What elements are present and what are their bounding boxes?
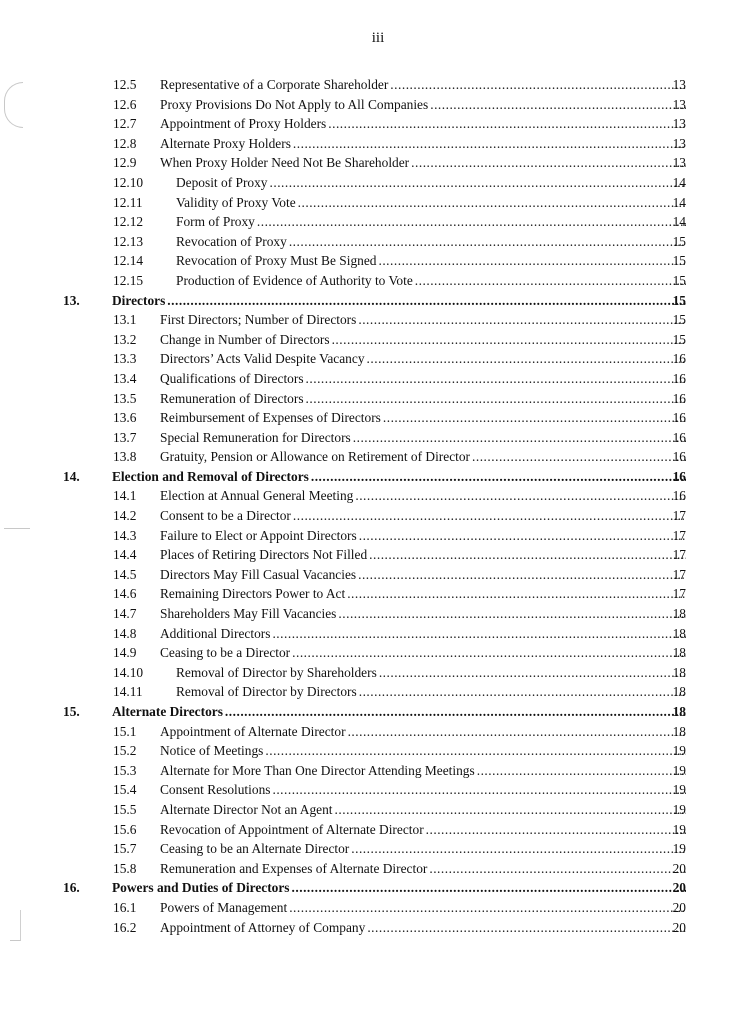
toc-entry xyxy=(0,95,756,115)
toc-entry-title: Special Remuneration for Directors xyxy=(160,429,351,445)
toc-entry xyxy=(0,193,756,213)
toc-entry-title: Additional Directors xyxy=(160,625,271,641)
toc-entry xyxy=(0,526,756,546)
toc-entry-title-line xyxy=(176,232,688,252)
toc-entry-title-line xyxy=(176,663,688,683)
dot-leader xyxy=(358,565,686,585)
toc-entry-page: 16 xyxy=(672,390,686,406)
toc-entry-number: 12.13 xyxy=(113,233,144,249)
toc-entry-title-line xyxy=(176,212,688,232)
dot-leader xyxy=(289,232,686,252)
toc-entry-page: 15 xyxy=(672,292,686,308)
toc-entry xyxy=(0,898,756,918)
toc-entry-title-line xyxy=(160,369,688,389)
toc-entry-number: 12.10 xyxy=(113,174,144,190)
toc-entry-page: 15 xyxy=(672,253,686,269)
toc-entry xyxy=(0,271,756,291)
toc-entry-number: 14.8 xyxy=(113,625,137,641)
toc-entry xyxy=(0,506,756,526)
toc-entry-title-line xyxy=(160,330,688,350)
toc-entry-number: 15.7 xyxy=(113,841,137,857)
toc-entry xyxy=(0,153,756,173)
dot-leader xyxy=(306,389,686,409)
toc-entry-title-line xyxy=(160,349,688,369)
toc-entry-title-line xyxy=(176,173,688,193)
toc-entry-page: 16 xyxy=(672,488,686,504)
toc-entry xyxy=(0,330,756,350)
dot-leader xyxy=(429,859,686,879)
toc-entry-number: 13.1 xyxy=(113,312,137,328)
dot-leader xyxy=(265,741,686,761)
dot-leader xyxy=(298,193,686,213)
toc-entry-title-line xyxy=(112,878,688,898)
toc-entry-title-line xyxy=(160,153,688,173)
toc-entry-page: 17 xyxy=(672,527,686,543)
dot-leader xyxy=(472,447,686,467)
toc-entry-page: 16 xyxy=(672,468,686,484)
toc-entry-page: 18 xyxy=(672,625,686,641)
toc-entry-number: 15.3 xyxy=(113,762,137,778)
toc-entry-number: 14.2 xyxy=(113,508,137,524)
toc-entry-page: 16 xyxy=(672,429,686,445)
toc-entry-title: Proxy Provisions Do Not Apply to All Companies xyxy=(160,96,429,112)
toc-entry-title-line xyxy=(160,859,688,879)
toc-entry-number: 14.10 xyxy=(113,664,144,680)
toc-entry-title: Powers and Duties of Directors xyxy=(112,880,290,896)
toc-entry xyxy=(0,761,756,781)
toc-entry-title: Change in Number of Directors xyxy=(160,331,330,347)
toc-entry-number: 14.9 xyxy=(113,645,137,661)
toc-entry-title: Production of Evidence of Authority to Vote xyxy=(176,272,413,288)
toc-entry-number: 15.2 xyxy=(113,743,137,759)
toc-entry-page: 17 xyxy=(672,547,686,563)
toc-entry-title-line xyxy=(112,291,688,311)
toc-entry-title-line xyxy=(160,428,688,448)
toc-entry xyxy=(0,643,756,663)
toc-section-heading xyxy=(0,291,756,311)
toc-entry-number: 14.1 xyxy=(113,488,137,504)
toc-entry-title-line xyxy=(160,604,688,624)
toc-entry-title: Qualifications of Directors xyxy=(160,370,304,386)
dot-leader xyxy=(353,428,686,448)
toc-entry-title-line xyxy=(160,95,688,115)
toc-entry-number: 14.3 xyxy=(113,527,137,543)
toc-entry-title: Revocation of Proxy xyxy=(176,233,287,249)
toc-entry xyxy=(0,584,756,604)
toc-entry-title-line xyxy=(160,486,688,506)
toc-entry xyxy=(0,349,756,369)
toc-entry-title-line xyxy=(160,389,688,409)
toc-entry-title: Consent to be a Director xyxy=(160,508,291,524)
toc-entry-page: 18 xyxy=(672,723,686,739)
toc-entry xyxy=(0,624,756,644)
toc-entry xyxy=(0,310,756,330)
toc-entry-page: 20 xyxy=(672,899,686,915)
toc-entry xyxy=(0,604,756,624)
toc-entry xyxy=(0,545,756,565)
toc-entry-page: 14 xyxy=(672,194,686,210)
toc-entry-title-line xyxy=(160,565,688,585)
dot-leader xyxy=(379,663,686,683)
dot-leader xyxy=(335,800,686,820)
dot-leader xyxy=(332,330,686,350)
toc-entry-number: 16.1 xyxy=(113,899,137,915)
toc-entry-number: 12.6 xyxy=(113,96,137,112)
toc-entry-page: 13 xyxy=(672,96,686,112)
toc-entry-title-line xyxy=(160,310,688,330)
toc-entry xyxy=(0,251,756,271)
toc-entry-title: Places of Retiring Directors Not Filled xyxy=(160,547,368,563)
toc-entry-title-line xyxy=(160,643,688,663)
toc-entry-title: Appointment of Alternate Director xyxy=(160,723,346,739)
toc-entry-page: 14 xyxy=(672,174,686,190)
toc-entry-title-line xyxy=(160,545,688,565)
dot-leader xyxy=(411,153,686,173)
toc-entry-title-line xyxy=(160,722,688,742)
toc-entry-title: Revocation of Proxy Must Be Signed xyxy=(176,253,377,269)
toc-entry-page: 18 xyxy=(672,664,686,680)
toc-entry-title: Appointment of Attorney of Company xyxy=(160,919,366,935)
toc-entry-number: 13.3 xyxy=(113,351,137,367)
dot-leader xyxy=(367,349,686,369)
toc-entry xyxy=(0,232,756,252)
toc-section-heading xyxy=(0,702,756,722)
toc-entry-title-line xyxy=(160,820,688,840)
toc-entry-page: 15 xyxy=(672,331,686,347)
toc-entry xyxy=(0,369,756,389)
dot-leader xyxy=(359,682,686,702)
toc-entry xyxy=(0,75,756,95)
toc-entry-title: Shareholders May Fill Vacancies xyxy=(160,606,337,622)
toc-entry xyxy=(0,173,756,193)
toc-entry-number: 12.15 xyxy=(113,272,144,288)
toc-entry xyxy=(0,212,756,232)
dot-leader xyxy=(390,75,686,95)
toc-entry-title-line xyxy=(160,918,688,938)
table-of-contents xyxy=(0,75,756,937)
toc-entry-number: 15.8 xyxy=(113,860,137,876)
toc-entry-page: 20 xyxy=(672,860,686,876)
toc-entry-title: Alternate for More Than One Director Attending Meetings xyxy=(160,762,475,778)
toc-entry-page: 16 xyxy=(672,449,686,465)
toc-entry-title-line xyxy=(160,584,688,604)
dot-leader xyxy=(358,310,686,330)
toc-entry-number: 13.2 xyxy=(113,331,137,347)
toc-entry-title: Removal of Director by Shareholders xyxy=(176,664,377,680)
toc-entry-title: Failure to Elect or Appoint Directors xyxy=(160,527,357,543)
toc-entry-page: 13 xyxy=(672,116,686,132)
dot-leader xyxy=(415,271,686,291)
toc-entry-title: Directors May Fill Casual Vacancies xyxy=(160,566,357,582)
dot-leader xyxy=(292,878,686,898)
dot-leader xyxy=(293,506,686,526)
toc-entry-number: 13.7 xyxy=(113,429,137,445)
toc-entry-title-line xyxy=(176,193,688,213)
toc-entry-page: 17 xyxy=(672,566,686,582)
dot-leader xyxy=(347,584,686,604)
dot-leader xyxy=(430,95,686,115)
toc-entry-title: Ceasing to be a Director xyxy=(160,645,291,661)
dot-leader xyxy=(477,761,686,781)
toc-entry xyxy=(0,428,756,448)
toc-entry xyxy=(0,800,756,820)
dot-leader xyxy=(270,173,687,193)
toc-entry-number: 15.6 xyxy=(113,821,137,837)
toc-entry xyxy=(0,682,756,702)
toc-entry-number: 14.6 xyxy=(113,586,137,602)
toc-entry-title-line xyxy=(160,898,688,918)
toc-entry-title-line xyxy=(160,741,688,761)
toc-entry-title: Directors xyxy=(112,292,166,308)
toc-entry-title: Consent Resolutions xyxy=(160,782,271,798)
toc-entry xyxy=(0,486,756,506)
toc-entry xyxy=(0,820,756,840)
toc-entry-page: 17 xyxy=(672,586,686,602)
dot-leader xyxy=(338,604,686,624)
toc-entry-title: Removal of Director by Directors xyxy=(176,684,357,700)
toc-entry xyxy=(0,114,756,134)
toc-entry-page: 19 xyxy=(672,762,686,778)
toc-entry-title-line xyxy=(160,134,688,154)
toc-entry-number: 12.9 xyxy=(113,155,137,171)
toc-entry-number: 12.11 xyxy=(113,194,143,210)
toc-entry-title: Ceasing to be an Alternate Director xyxy=(160,841,350,857)
toc-entry-number: 12.8 xyxy=(113,135,137,151)
toc-entry-title: Form of Proxy xyxy=(176,214,255,230)
toc-entry-page: 19 xyxy=(672,821,686,837)
toc-entry-title-line xyxy=(160,75,688,95)
toc-entry-title-line xyxy=(160,839,688,859)
dot-leader xyxy=(257,212,686,232)
toc-entry-title-line xyxy=(176,251,688,271)
toc-entry-title-line xyxy=(160,526,688,546)
toc-entry-page: 20 xyxy=(672,919,686,935)
toc-section-heading xyxy=(0,878,756,898)
toc-entry-title: Election and Removal of Directors xyxy=(112,468,309,484)
page-number: iii xyxy=(371,30,385,46)
toc-entry-number: 16.2 xyxy=(113,919,137,935)
toc-entry-number: 12.12 xyxy=(113,214,144,230)
toc-entry-number: 13.5 xyxy=(113,390,137,406)
toc-entry-title-line xyxy=(160,506,688,526)
dot-leader xyxy=(293,134,686,154)
dot-leader xyxy=(378,251,686,271)
toc-entry-title: Revocation of Appointment of Alternate Director xyxy=(160,821,424,837)
dot-leader xyxy=(167,291,686,311)
toc-entry-title: First Directors; Number of Directors xyxy=(160,312,357,328)
toc-entry-page: 18 xyxy=(672,606,686,622)
toc-entry-title: Remaining Directors Power to Act xyxy=(160,586,346,602)
toc-entry-page: 18 xyxy=(672,684,686,700)
toc-entry-title: When Proxy Holder Need Not Be Shareholder xyxy=(160,155,410,171)
toc-section-heading xyxy=(0,467,756,487)
toc-entry-title-line xyxy=(160,624,688,644)
toc-entry-number: 13.6 xyxy=(113,410,137,426)
toc-entry-page: 19 xyxy=(672,743,686,759)
toc-entry-number: 16. xyxy=(63,880,80,896)
toc-entry-title-line xyxy=(112,702,688,722)
toc-entry-title: Directors’ Acts Valid Despite Vacancy xyxy=(160,351,365,367)
toc-entry-title-line xyxy=(160,800,688,820)
toc-entry-page: 19 xyxy=(672,841,686,857)
toc-entry-page: 15 xyxy=(672,312,686,328)
toc-entry-title: Appointment of Proxy Holders xyxy=(160,116,327,132)
toc-entry-title: Alternate Proxy Holders xyxy=(160,135,291,151)
toc-entry xyxy=(0,780,756,800)
dot-leader xyxy=(351,839,686,859)
toc-entry xyxy=(0,722,756,742)
toc-entry xyxy=(0,918,756,938)
toc-entry-title: Notice of Meetings xyxy=(160,743,264,759)
toc-entry-title: Validity of Proxy Vote xyxy=(176,194,296,210)
toc-entry-number: 14.5 xyxy=(113,566,137,582)
toc-entry xyxy=(0,408,756,428)
dot-leader xyxy=(225,702,686,722)
dot-leader xyxy=(348,722,686,742)
toc-entry-page: 19 xyxy=(672,801,686,817)
toc-entry-title-line xyxy=(160,408,688,428)
toc-entry-title: Alternate Director Not an Agent xyxy=(160,801,333,817)
toc-entry-page: 13 xyxy=(672,155,686,171)
toc-entry xyxy=(0,663,756,683)
dot-leader xyxy=(311,467,686,487)
toc-entry-number: 15.4 xyxy=(113,782,137,798)
toc-entry-page: 15 xyxy=(672,233,686,249)
toc-entry-title: Deposit of Proxy xyxy=(176,174,268,190)
dot-leader xyxy=(292,643,686,663)
dot-leader xyxy=(369,545,686,565)
toc-entry-page: 18 xyxy=(672,704,686,719)
toc-entry-number: 14.4 xyxy=(113,547,137,563)
toc-entry-number: 15.1 xyxy=(113,723,137,739)
dot-leader xyxy=(272,780,686,800)
toc-entry xyxy=(0,447,756,467)
toc-entry-title-line xyxy=(176,271,688,291)
dot-leader xyxy=(367,918,686,938)
toc-entry-page: 15 xyxy=(672,272,686,288)
dot-leader xyxy=(355,486,686,506)
dot-leader xyxy=(426,820,686,840)
toc-entry-number: 14. xyxy=(63,468,80,484)
dot-leader xyxy=(272,624,686,644)
toc-entry-page: 16 xyxy=(672,410,686,426)
toc-entry-title: Gratuity, Pension or Allowance on Retirement of Director xyxy=(160,449,471,465)
toc-entry-page: 17 xyxy=(672,508,686,524)
toc-entry-number: 13.4 xyxy=(113,370,137,386)
toc-entry-title: Powers of Management xyxy=(160,899,288,915)
toc-entry-title: Alternate Directors xyxy=(112,704,223,719)
toc-entry-number: 14.7 xyxy=(113,606,137,622)
toc-entry-page: 14 xyxy=(672,214,686,230)
toc-entry-number: 12.7 xyxy=(113,116,137,132)
dot-leader xyxy=(383,408,686,428)
toc-entry-title: Representative of a Corporate Shareholder xyxy=(160,77,389,92)
toc-entry-number: 12.5 xyxy=(113,77,137,92)
toc-entry xyxy=(0,859,756,879)
toc-entry-title-line xyxy=(176,682,688,702)
toc-entry-page: 16 xyxy=(672,370,686,386)
toc-entry-page: 13 xyxy=(672,77,686,92)
toc-entry xyxy=(0,134,756,154)
dot-leader xyxy=(289,898,686,918)
toc-entry-page: 13 xyxy=(672,135,686,151)
dot-leader xyxy=(328,114,686,134)
toc-entry-number: 15. xyxy=(63,704,80,719)
toc-entry xyxy=(0,389,756,409)
toc-entry xyxy=(0,839,756,859)
toc-entry xyxy=(0,741,756,761)
toc-entry-number: 13. xyxy=(63,292,80,308)
toc-entry-number: 14.11 xyxy=(113,684,143,700)
toc-entry-title-line xyxy=(160,447,688,467)
toc-entry-title-line xyxy=(160,780,688,800)
toc-entry-title: Election at Annual General Meeting xyxy=(160,488,354,504)
toc-entry-page: 19 xyxy=(672,782,686,798)
toc-entry-title: Remuneration of Directors xyxy=(160,390,304,406)
toc-entry-number: 15.5 xyxy=(113,801,137,817)
dot-leader xyxy=(359,526,686,546)
toc-entry-number: 12.14 xyxy=(113,253,144,269)
toc-entry-title: Reimbursement of Expenses of Directors xyxy=(160,410,381,426)
toc-entry-title-line xyxy=(160,114,688,134)
toc-entry xyxy=(0,565,756,585)
toc-entry-title-line xyxy=(112,467,688,487)
toc-entry-title: Remuneration and Expenses of Alternate Director xyxy=(160,860,428,876)
toc-entry-page: 16 xyxy=(672,351,686,367)
toc-entry-page: 18 xyxy=(672,645,686,661)
toc-entry-number: 13.8 xyxy=(113,449,137,465)
toc-entry-page: 20 xyxy=(672,880,686,896)
toc-entry-title-line xyxy=(160,761,688,781)
dot-leader xyxy=(306,369,686,389)
